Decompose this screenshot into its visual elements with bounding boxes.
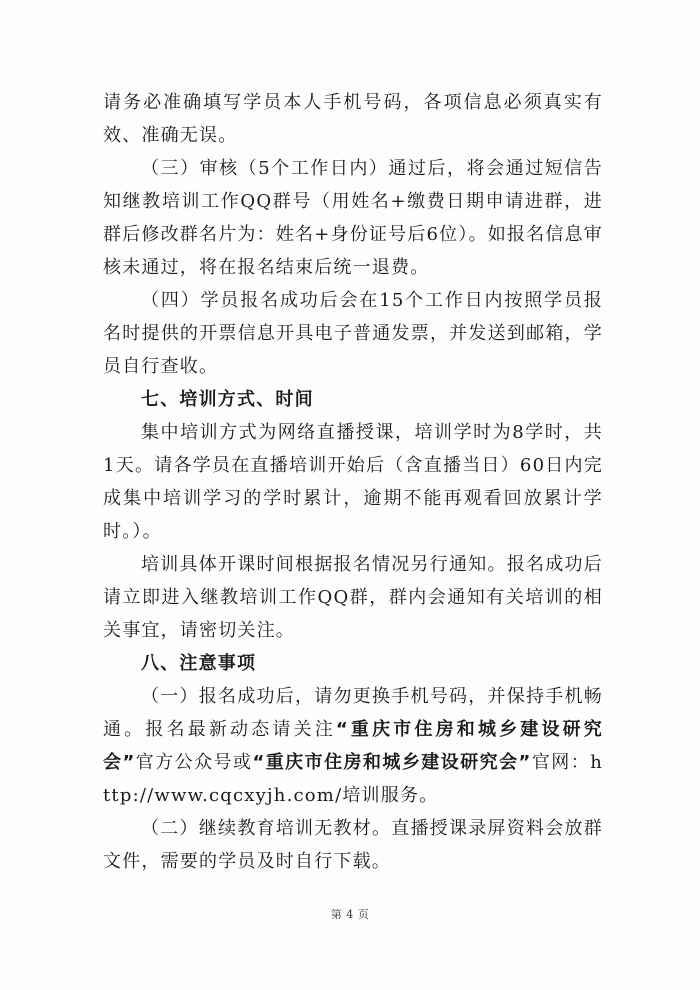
review-paragraph: （三）审核（5个工作日内）通过后，将会通过短信告知继教培训工作QQ群号（用姓名+缴费日期申请进群，进群后修改群名片为：姓名+身份证号后6位）。如报名信息审核未通过，将在报名结束后统一退费。 — [103, 158, 603, 278]
training-schedule-paragraph: 培训具体开课时间根据报名情况另行通知。报名成功后请立即进入继教培训工作QQ群，群内会通知有关培训的相关事宜，请密切关注。 — [103, 554, 603, 641]
page-number: 第 4 页 — [330, 908, 370, 921]
notice-text-2: 官方公众号或 — [135, 752, 253, 773]
notice-text-1: （一）报名成功后，请勿更换手机号码，并保持手机畅通。报名最新动态请关注 — [103, 686, 603, 740]
training-method-paragraph: 集中培训方式为网络直播授课，培训学时为8学时，共1天。请各学员在直播培训开始后（含直播当日）60日内完成集中培训学习的学时累计，逾期不能再观看回放累计学时。）。 — [103, 422, 603, 542]
notice-paragraph-1 — [103, 680, 603, 812]
continuation-paragraph: 请务必准确填写学员本人手机号码，各项信息必须真实有效、准确无误。 — [103, 92, 603, 146]
document-body — [103, 86, 603, 878]
org-name-quote-1: “重庆市住房和城乡建设研究会” — [103, 719, 604, 773]
section-7-heading: 七、培训方式、时间 — [141, 389, 314, 410]
website-url-text: 官网：http://www.cqcxyjh.com/培训服务。 — [103, 752, 603, 806]
org-name-quote-2: “重庆市住房和城乡建设研究会” — [252, 752, 532, 773]
notice-paragraph-2: （二）继续教育培训无教材。直播授课录屏资料会放群文件，需要的学员及时自行下载。 — [103, 818, 603, 872]
invoice-paragraph: （四）学员报名成功后会在15个工作日内按照学员报名时提供的开票信息开具电子普通发票，并发送到邮箱，学员自行查收。 — [103, 290, 603, 377]
section-8-heading: 八、注意事项 — [141, 653, 257, 674]
